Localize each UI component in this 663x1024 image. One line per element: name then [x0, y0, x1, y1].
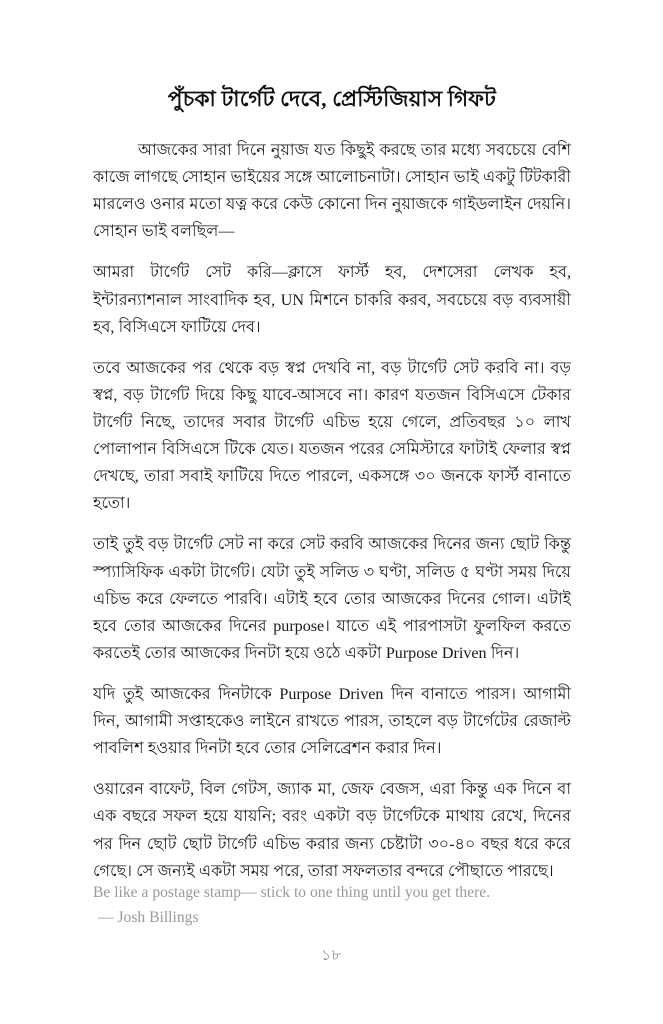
body-text-block — [93, 137, 571, 885]
paragraph-4: তাই তুই বড় টার্গেট সেট না করে সেট করবি আজকের দিনের জন্য ছোট কিন্তু স্প্যাসিফিক একটা টার্গেট। যেটা তুই সলিড ৩ ঘণ্টা, সলিড ৫ ঘণ্টা সময় দিয়ে এচিভ করে ফেলতে পারবি। এটাই হবে তোর আজকের দিনের গোল। এটাই হবে তোর আজকের দিনের purpose। যাতে এই পারপাসটা ফুলফিল করতে করতেই তোর আজকের দিনটা হয়ে ওঠে একটা Purpose Driven দিন। — [93, 536, 571, 662]
paragraph-3: তবে আজকের পর থেকে বড় স্বপ্ন দেখবি না, বড় টার্গেট সেট করবি না। বড় স্বপ্ন, বড় টার্গেট দিয়ে কিছু যাবে-আসবে না। কারণ যতজন বিসিএসে টেকার টার্গেট নিছে, তাদের সবার টার্গেট এচিভ হয়ে গেলে, প্রতিবছর ১০ লাখ পোলাপান বিসিএসে টিকে যেত। যতজন পরের সেমিস্টারে ফাটাই ফেলার স্বপ্ন দেখছে, তারা সবাই ফাটিয়ে দিতে পারলে, একসঙ্গে ৩০ জনকে ফার্স্ট বানাতে হতো। — [93, 359, 571, 513]
page-title: পুঁচকা টার্গেট দেবে, প্রেস্টিজিয়াস গিফট — [167, 87, 497, 111]
quote-text: Be like a postage stamp— stick to one thing until you get there. — [93, 884, 491, 901]
paragraph-5: যদি তুই আজকের দিনটাকে Purpose Driven দিন বানাতে পারস। আগামী দিন, আগামী সপ্তাহকেও লাইনে রাখতে পারস, তাহলে বড় টার্গেটের রেজাল্ট পাবলিশ হওয়ার দিনটা হবে তোর সেলিব্রেশন করার দিন। — [93, 685, 571, 758]
page-number: ১৮ — [321, 948, 342, 964]
paragraph-2: আমরা টার্গেট সেট করি—ক্লাসে ফার্স্ট হব, দেশসেরা লেখক হব, ইন্টারন্যাশনাল সাংবাদিক হব, UN মিশনে চাকরি করব, সবচেয়ে বড় ব্যবসায়ী হব, বিসিএসে ফাটিয়ে দেব। — [93, 264, 571, 336]
paragraph-1: আজকের সারা দিনে নুয়াজ যত কিছুই করছে তার মধ্যে সবচেয়ে বেশি কাজে লাগছে সোহান ভাইয়ের সঙ্গে আলোচনাটা। সোহান ভাই একটু টিটকারী মারলেও ওনার মতো যত্ন করে কেউ কোনো দিন নুয়াজকে গাইডলাইন দেয়নি। সোহান ভাই বলছিল— — [93, 142, 571, 241]
paragraph-6: ওয়ারেন বাফেট, বিল গেটস, জ্যাক মা, জেফ বেজস, এরা কিন্তু এক দিনে বা এক বছরে সফল হয়ে যায়নি; বরং একটা বড় টার্গেটকে মাথায় রেখে, দিনের পর দিন ছোট ছোট টার্গেট এচিভ করার জন্য চেষ্টাটা ৩০-৪০ বছর ধরে করে গেছে। সে জন্যই একটা সময় পরে, তারা সফলতার বন্দরে পৌছাতে পারছে। — [93, 781, 571, 880]
pull-quote — [93, 880, 571, 931]
quote-attribution: — Josh Billings — [98, 909, 199, 927]
